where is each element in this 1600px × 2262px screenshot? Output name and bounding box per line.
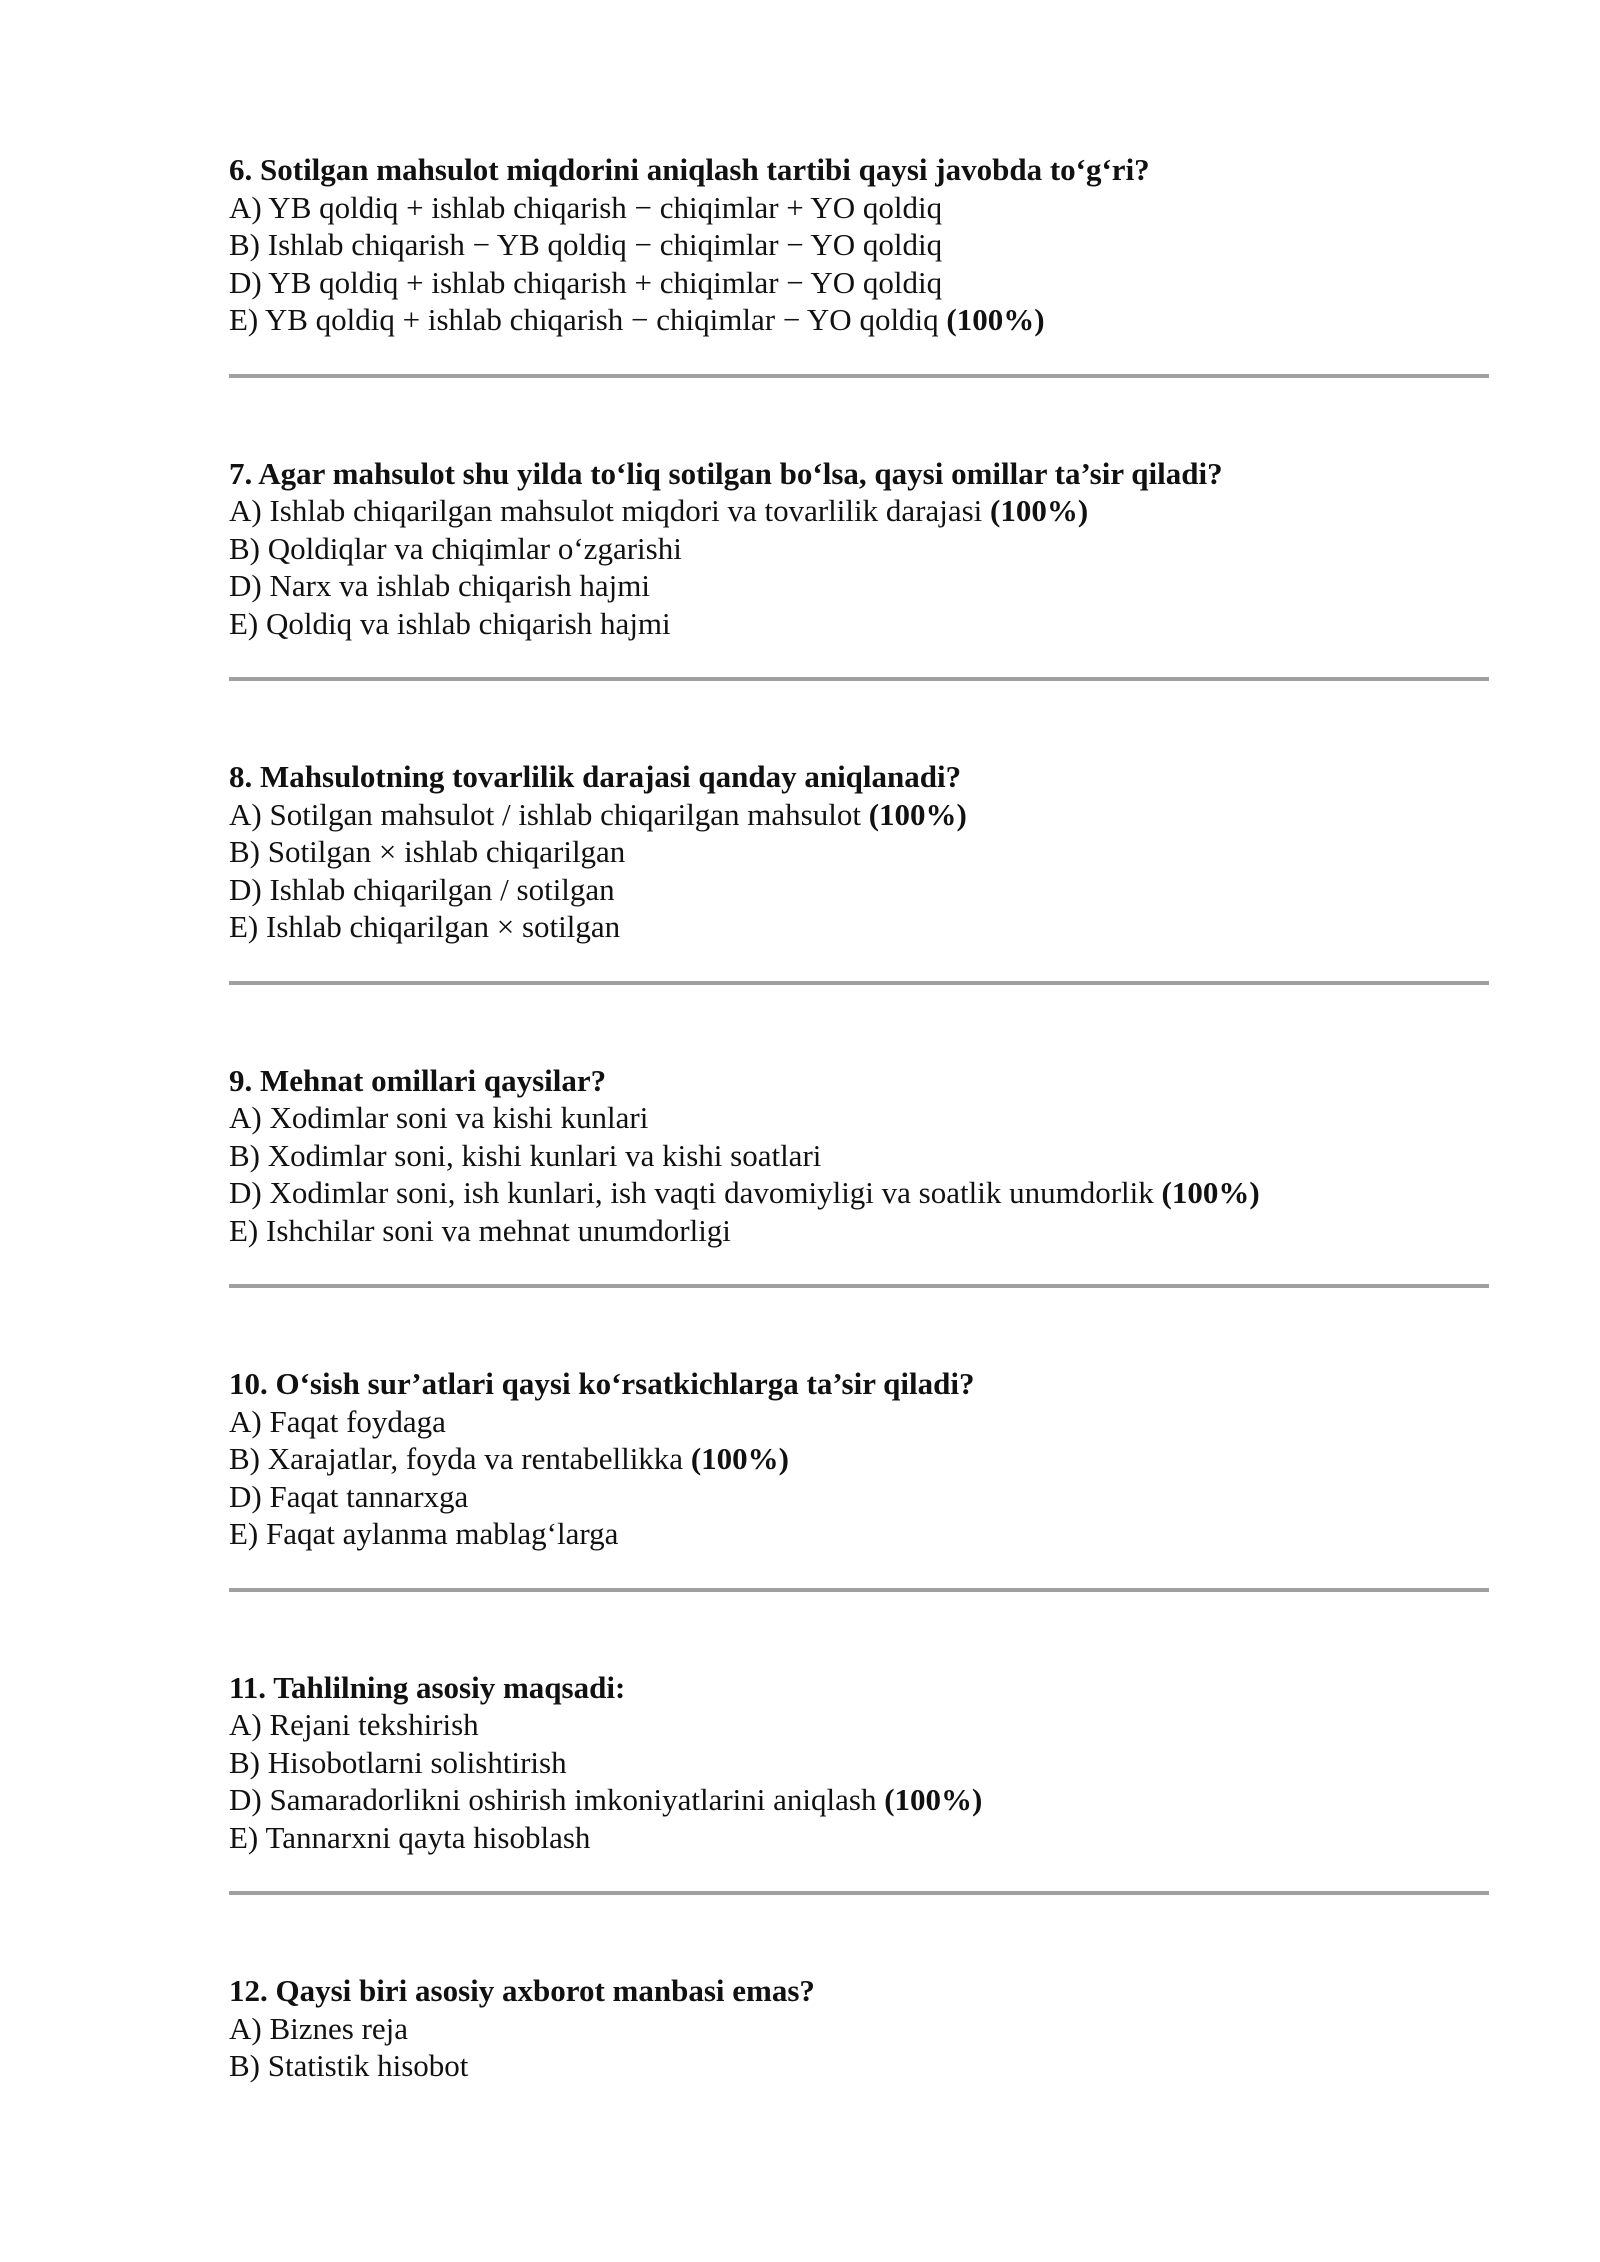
option-text: E) YB qoldiq + ishlab chiqarish − chiqimlar − YO qoldiq [229,302,947,337]
option-text: D) Ishlab chiqarilgan / sotilgan [229,871,615,907]
answer-option [229,530,1489,568]
option-text: D) Xodimlar soni, ish kunlari, ish vaqti davomiyligi va soatlik unumdorlik [229,1175,1162,1210]
answer-option [229,605,1489,643]
option-text: B) Xarajatlar, foyda va rentabellikka [229,1441,691,1476]
answer-option [229,2010,1489,2048]
option-text: D) YB qoldiq + ishlab chiqarish + chiqimlar − YO qoldiq [229,264,943,300]
answer-option [229,833,1489,871]
option-text: A) Sotilgan mahsulot / ishlab chiqarilgan mahsulot [229,796,869,832]
answer-option [229,871,1489,909]
option-text: A) Xodimlar soni va kishi kunlari [229,1100,649,1135]
answer-option [229,1478,1489,1516]
answer-option [229,1440,1489,1478]
answer-option [229,1137,1489,1175]
option-text: E) Tannarxni qayta hisoblash [229,1819,591,1855]
question-11 [229,1669,1489,1896]
answer-option [229,492,1489,530]
answer-option [229,567,1489,605]
question-title: 9. Mehnat omillari qaysilar? [229,1062,607,1098]
answer-option [229,1212,1489,1250]
spacer [229,1592,1489,1669]
answer-option [229,189,1489,227]
answer-option [229,1706,1489,1744]
spacer [229,985,1489,1062]
answer-option [229,1819,1489,1857]
option-text: E) Faqat aylanma mablag‘larga [229,1516,619,1551]
question-9 [229,1062,1489,1289]
answer-option [229,1515,1489,1553]
option-text: A) Biznes reja [229,2010,409,2046]
answer-option [229,264,1489,302]
answer-option [229,1744,1489,1782]
option-text: E) Qoldiq va ishlab chiqarish hajmi [229,605,671,641]
question-10 [229,1365,1489,1592]
option-text: E) Ishlab chiqarilgan × sotilgan [229,909,621,944]
spacer [229,378,1489,455]
option-text: B) Hisobotlarni solishtirish [229,1744,567,1780]
question-6 [229,151,1489,378]
correct-mark: (100%) [868,796,967,832]
question-title: 10. O‘sish sur’atlari qaysi ko‘rsatkichlarga ta’sir qiladi? [229,1366,975,1401]
question-8 [229,758,1489,985]
question-title: 11. Tahlilning asosiy maqsadi: [229,1669,626,1705]
option-text: E) Ishchilar soni va mehnat unumdorligi [229,1212,731,1248]
spacer [229,1288,1489,1365]
answer-option [229,226,1489,264]
question-7 [229,455,1489,682]
option-text: D) Samaradorlikni oshirish imkoniyatlarini aniqlash [229,1782,885,1817]
spacer [229,681,1489,758]
correct-mark: (100%) [884,1782,983,1817]
option-text: D) Narx va ishlab chiqarish hajmi [229,568,650,603]
answer-option [229,1403,1489,1441]
question-title: 7. Agar mahsulot shu yilda to‘liq sotilgan bo‘lsa, qaysi omillar ta’sir qiladi? [229,455,1223,491]
correct-mark: (100%) [946,302,1045,337]
option-text: A) Ishlab chiqarilgan mahsulot miqdori va tovarlilik darajasi [229,493,991,528]
correct-mark: (100%) [990,493,1089,528]
answer-option [229,301,1489,339]
answer-option [229,1099,1489,1137]
question-title: 12. Qaysi biri asosiy axborot manbasi emas? [229,1973,815,2008]
answer-option [229,1781,1489,1819]
option-text: A) Faqat foydaga [229,1403,446,1439]
option-text: D) Faqat tannarxga [229,1478,469,1514]
option-text: A) YB qoldiq + ishlab chiqarish − chiqimlar + YO qoldiq [229,189,943,225]
option-text: B) Sotilgan × ishlab chiqarilgan [229,834,626,869]
question-title: 6. Sotilgan mahsulot miqdorini aniqlash tartibi qaysi javobda to‘g‘ri? [229,152,1150,187]
option-text: B) Statistik hisobot [229,2048,469,2083]
question-12 [229,1972,1489,2085]
answer-option [229,2047,1489,2085]
answer-option [229,796,1489,834]
answer-option [229,1174,1489,1212]
correct-mark: (100%) [690,1441,789,1476]
option-text: B) Xodimlar soni, kishi kunlari va kishi soatlari [229,1137,822,1173]
document-page [229,151,1489,2085]
option-text: A) Rejani tekshirish [229,1707,479,1742]
option-text: B) Qoldiqlar va chiqimlar o‘zgarishi [229,530,682,566]
answer-option [229,908,1489,946]
correct-mark: (100%) [1161,1175,1260,1210]
option-text: B) Ishlab chiqarish − YB qoldiq − chiqimlar − YO qoldiq [229,227,943,262]
spacer [229,1895,1489,1972]
question-title: 8. Mahsulotning tovarlilik darajasi qanday aniqlanadi? [229,759,962,794]
